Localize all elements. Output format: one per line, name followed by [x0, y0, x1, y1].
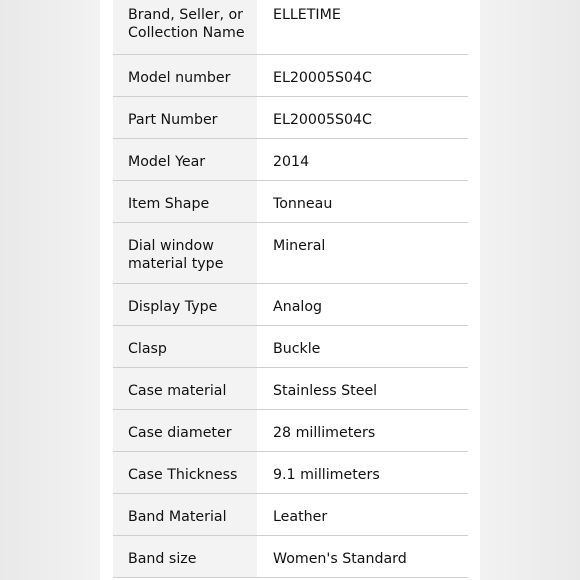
spec-value: 28 millimeters [257, 409, 468, 451]
spec-value: Stainless Steel [257, 367, 468, 409]
backdrop-right [480, 0, 580, 580]
product-specifications-table [113, 0, 468, 578]
spec-label: Part Number [113, 96, 257, 138]
spec-row-part-number [113, 96, 468, 138]
spec-label: Band size [113, 535, 257, 577]
spec-label: Dial window material type [113, 222, 257, 283]
spec-row-item-shape [113, 180, 468, 222]
spec-row-brand [113, 0, 468, 54]
spec-label: Case Thickness [113, 451, 257, 493]
spec-row-model-year [113, 138, 468, 180]
spec-label: Item Shape [113, 180, 257, 222]
spec-value: EL20005S04C [257, 96, 468, 138]
product-details-panel [100, 0, 480, 580]
spec-label: Band Material [113, 493, 257, 535]
spec-label: Brand, Seller, or Collection Name [113, 0, 257, 54]
spec-label: Case material [113, 367, 257, 409]
spec-row-case-thickness [113, 451, 468, 493]
spec-value: Tonneau [257, 180, 468, 222]
spec-label: Display Type [113, 283, 257, 325]
spec-value: Women's Standard [257, 535, 468, 577]
spec-row-band-size [113, 535, 468, 577]
spec-row-case-diameter [113, 409, 468, 451]
spec-row-dial-window-material [113, 222, 468, 283]
spec-value: 9.1 millimeters [257, 451, 468, 493]
spec-label: Model number [113, 54, 257, 96]
spec-value: ELLETIME [257, 0, 468, 54]
spec-row-clasp [113, 325, 468, 367]
spec-label: Case diameter [113, 409, 257, 451]
spec-row-model-number [113, 54, 468, 96]
spec-value: Leather [257, 493, 468, 535]
spec-label: Model Year [113, 138, 257, 180]
spec-row-display-type [113, 283, 468, 325]
spec-value: EL20005S04C [257, 54, 468, 96]
spec-value: 2014 [257, 138, 468, 180]
spec-value: Analog [257, 283, 468, 325]
spec-row-case-material [113, 367, 468, 409]
spec-value: Mineral [257, 222, 468, 283]
spec-label: Clasp [113, 325, 257, 367]
spec-value: Buckle [257, 325, 468, 367]
backdrop-left [0, 0, 100, 580]
spec-row-band-material [113, 493, 468, 535]
